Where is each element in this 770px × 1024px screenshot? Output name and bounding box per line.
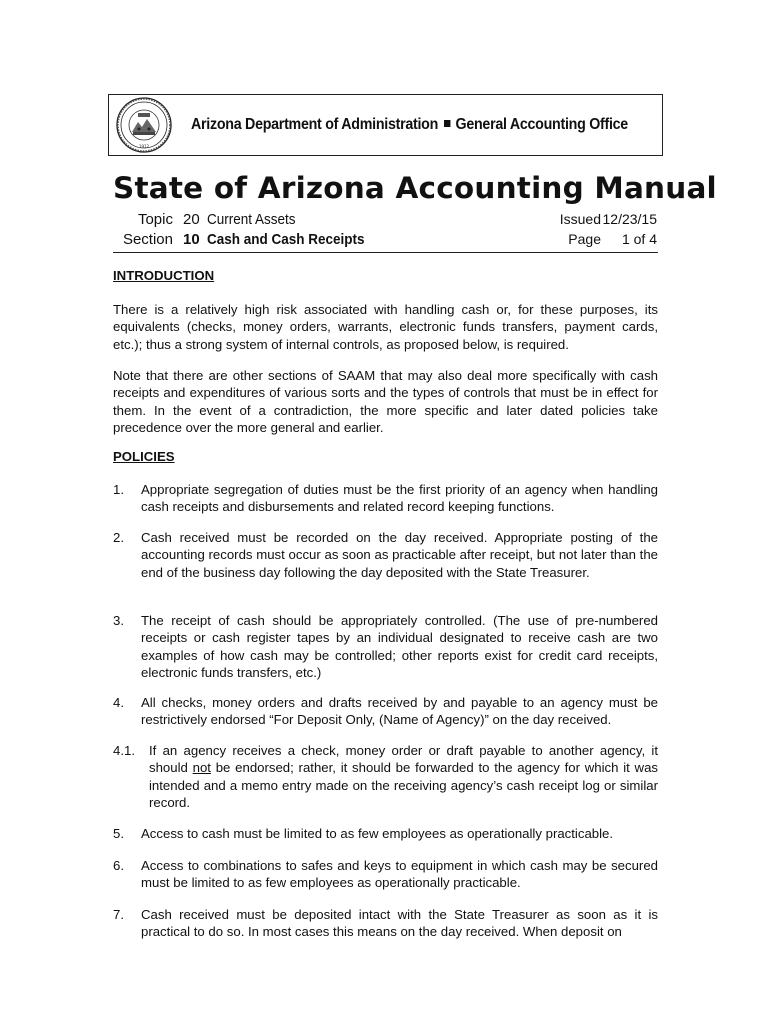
section-row: [113, 231, 382, 248]
policy-item: [113, 694, 658, 729]
issued-label: Issued: [559, 211, 601, 227]
policy-text: All checks, money orders and drafts received by and payable to an agency must be restrictively endorsed “For Deposit Only, (Name of Agency)” on the day received.: [141, 695, 658, 728]
policy-item-4-1: [113, 742, 658, 811]
page-number: 1 of 4: [621, 231, 657, 247]
state-seal-logo: [111, 96, 177, 154]
policy-number: 4.: [113, 695, 124, 710]
policy-number: 4.1.: [113, 743, 135, 758]
policies-heading: POLICIES: [113, 449, 175, 464]
policy-text: Access to cash must be limited to as few employees as operationally practicable.: [141, 826, 614, 841]
header-title: [191, 116, 628, 134]
section-label: Section: [122, 231, 173, 248]
policy-text: Access to combinations to safes and keys to equipment in which cash may be secured must be limited to as few employees as operationally practicable.: [141, 858, 658, 891]
policy-number: 7.: [113, 907, 124, 922]
intro-paragraph-2: Note that there are other sections of SAAM that may also deal more specifically with cash receipts and expenditures of various sorts and the types of controls that must be in effect for them. In the event of a contradiction, the more specific and later dated policies take precedence over the more general and earlier.: [113, 368, 658, 435]
policy-text-part: be endorsed; rather, it should be forwarded to the agency for which it was intended and a memo entry made on the receiving agency’s cash receipt log or similar record.: [149, 760, 658, 810]
policy-text-part: If an agency receives a check, money order or draft payable to another agency, it should: [149, 743, 658, 776]
underlined-word: not: [192, 760, 211, 776]
policy-number: 6.: [113, 858, 124, 873]
policy-item: [113, 612, 658, 681]
policy-item: [113, 825, 658, 842]
policy-item: [113, 906, 658, 941]
policy-text: Appropriate segregation of duties must be the first priority of an agency when handling cash receipts and disbursements and related record keeping functions.: [141, 482, 658, 515]
policy-number: 3.: [113, 613, 124, 628]
section-name: Cash and Cash Receipts: [207, 231, 365, 248]
manual-title: State of Arizona Accounting Manual: [113, 171, 717, 205]
policy-item: [113, 857, 658, 892]
section-number: 10: [183, 231, 200, 248]
header-divider: [113, 252, 658, 253]
svg-text:1912: 1912: [138, 144, 150, 149]
topic-name: Current Assets: [207, 211, 296, 228]
policy-number: 5.: [113, 826, 124, 841]
page-label: Page: [568, 231, 601, 247]
department-name: Arizona Department of Administration: [191, 116, 439, 133]
issued-date: 12/23/15: [602, 211, 657, 227]
policy-number: 2.: [113, 530, 124, 545]
topic-row: [113, 211, 305, 228]
square-bullet-icon: [444, 120, 450, 127]
issued-row: [551, 211, 657, 227]
policy-text: Cash received must be recorded on the day received. Appropriate posting of the accounting records must occur as soon as practicable after receipt, but not later than the end of the business day following the day deposited with the State Treasurer.: [141, 530, 658, 580]
policy-text: The receipt of cash should be appropriately controlled. (The use of pre-numbered receipts or cash register tapes by an individual designated to receive cash are two examples of how cash may be controlled; other reports exist for credit card receipts, electronic funds transfers, etc.): [141, 613, 658, 680]
policy-item: [113, 481, 658, 516]
topic-number: 20: [183, 211, 200, 228]
header-box: [108, 94, 663, 156]
office-name: General Accounting Office: [455, 116, 628, 133]
policy-text: [149, 742, 658, 811]
topic-label: Topic: [137, 211, 173, 228]
policy-number: 1.: [113, 482, 124, 497]
introduction-heading: INTRODUCTION: [113, 268, 215, 283]
page-row: [551, 231, 657, 247]
policy-text: Cash received must be deposited intact with the State Treasurer as soon as it is practical to do so. In most cases this means on the day received. When deposit on: [141, 907, 658, 940]
intro-paragraph-1: There is a relatively high risk associated with handling cash or, for these purposes, its equivalents (checks, money orders, warrants, electronic funds transfers, payment cards, etc.); thus a strong system of internal controls, as proposed below, is required.: [113, 302, 658, 352]
policy-item: [113, 529, 658, 581]
